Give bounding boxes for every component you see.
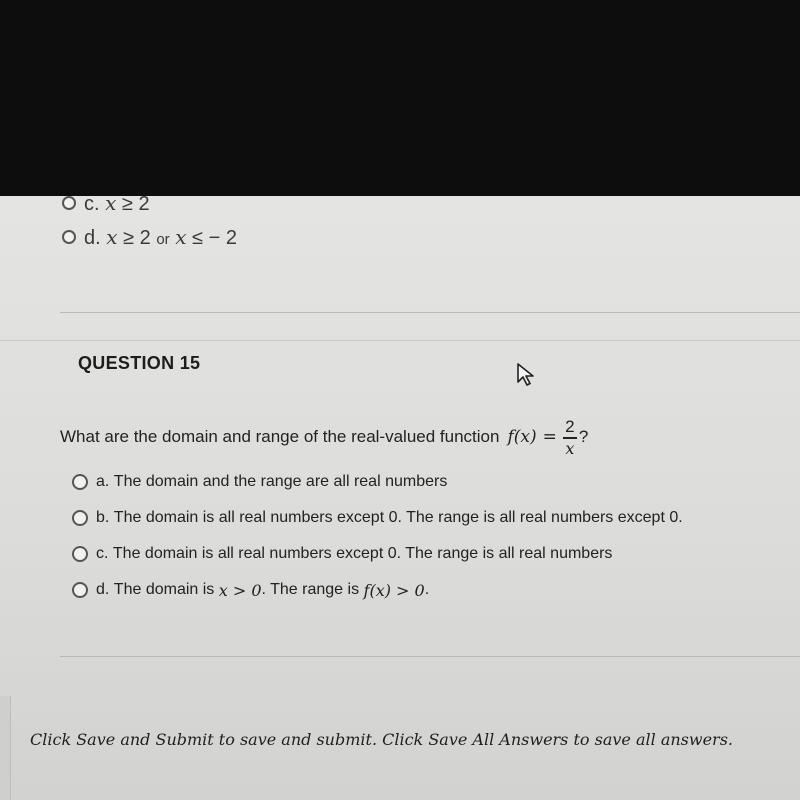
math-variable: x: [175, 224, 187, 249]
option-letter: d.: [96, 581, 110, 598]
option-text: The domain is all real numbers except 0. The range is all real numbers except 0.: [113, 509, 683, 526]
radio-button-icon[interactable]: [62, 196, 76, 210]
fraction-denominator: x: [565, 438, 575, 458]
section-divider: [0, 340, 800, 341]
option-text: The domain is all real numbers except 0. The range is all real numbers: [112, 545, 613, 562]
function-name: f(x): [507, 427, 537, 448]
previous-option-c[interactable]: [62, 196, 237, 220]
option-letter: c.: [84, 196, 100, 215]
radio-button-icon[interactable]: [72, 510, 88, 526]
mouse-pointer-icon: [516, 362, 538, 388]
answer-option-c[interactable]: [72, 536, 683, 572]
divider: [60, 312, 800, 313]
option-letter: c.: [96, 545, 109, 562]
previous-question-options: [62, 196, 237, 254]
radio-button-icon[interactable]: [72, 546, 88, 562]
option-text: The domain and the range are all real numbers: [113, 473, 448, 490]
answer-option-b[interactable]: [72, 500, 683, 536]
option-letter: a.: [96, 473, 110, 490]
radio-button-icon[interactable]: [72, 474, 88, 490]
fraction: [563, 418, 577, 457]
option-text: . The range is: [261, 581, 360, 598]
answer-option-a[interactable]: [72, 464, 683, 500]
question-prompt: What are the domain and range of the real-valued function: [60, 427, 500, 447]
frame-edge: [0, 696, 11, 800]
option-text: The domain is: [113, 581, 215, 598]
math-value: − 2: [208, 226, 237, 249]
math-value: 2: [139, 226, 151, 249]
math-variable: x: [106, 224, 118, 249]
quiz-screen: [0, 196, 800, 800]
question-title: QUESTION 15: [78, 353, 201, 373]
fraction-numerator: 2: [565, 417, 575, 436]
divider: [60, 656, 800, 657]
answer-list: [72, 464, 683, 608]
math-relation: ≥: [123, 226, 135, 249]
math-condition: x > 0: [218, 580, 262, 600]
math-relation: ≤: [192, 226, 204, 249]
question-text: [60, 418, 588, 457]
math-value: 2: [138, 196, 150, 215]
footer-instructions: Click Save and Submit to save and submit. Click Save All Answers to save all answers.: [30, 730, 733, 749]
math-variable: x: [105, 196, 117, 215]
answer-option-d[interactable]: [72, 572, 683, 608]
math-relation: ≥: [121, 196, 133, 215]
radio-button-icon[interactable]: [72, 582, 88, 598]
math-joiner: or: [156, 230, 170, 248]
option-text: .: [424, 581, 430, 598]
radio-button-icon[interactable]: [62, 230, 76, 244]
equals-sign: =: [542, 427, 557, 448]
option-letter: b.: [96, 509, 110, 526]
option-letter: d.: [84, 226, 101, 249]
previous-option-d[interactable]: [62, 220, 237, 254]
question-mark: ?: [578, 427, 589, 447]
math-condition: f(x) > 0: [363, 580, 425, 600]
